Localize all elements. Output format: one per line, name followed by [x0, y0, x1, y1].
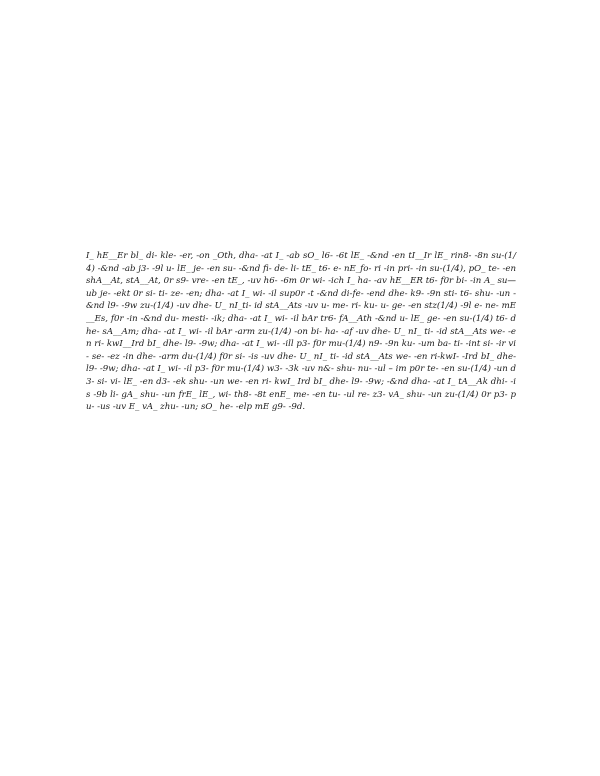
oath-text-paragraph: I_ hE__Er bl_ di- kle- -er, -on _Oth, dha- -at I_ -ab sO_ l6- -6t lE_ -&nd -en tI__Ir lE_ rin8- -8n su-(1/4) -&nd -ab j3- -9l u- lE_ je- -en su- -&nd fi- de- li- tE_ t6- e- nE_fo- ri -in pri- -in su-(1/4), pO_ te- -en shA__At, stA__At, 0r s9- vre- -en tE_, -uv h6- -6m 0r wi- -ich I_ ha- -av hE__ER t6- f0r bi- -in A_ su—ub je- -ekt 0r si- ti- ze- -en; dha- -at I_ wi- -il sup0r -t -&nd di-fe- -end dhe- k9- -9n sti- t6- shu- -un -&nd l9- -9w zu-(1/4) -uv dhe- U_ nI_ti- id stA__Ats -uv u- me- ri- ku- u- ge- -en stz(1/4) -9l e- ne- mE__Es, f0r -in -&nd du- mesti- -ik; dha- -at I_ wi- -il bAr tr6- fA__Ath -&nd u- lE_ ge- -en su-(1/4) t6- dhe- sA__Am; dha- -at I_ wi- -il bAr -arm zu-(1/4) -on bi- ha- -af -uv dhe- U_ nI_ ti- -id stA__Ats we- -en ri- kwI__Ird bI_ dhe- l9- -9w; dha- -at I_ wi- -ill p3- f0r mu-(1/4) n9- -9n ku- -um ba- ti- -int si- -ir vi- se- -ez -in dhe- -arm du-(1/4) f0r si- -is -uv dhe- U_ nI_ ti- -id stA__Ats we- -en ri-kwI- -Ird bI_ dhe- l9- -9w; dha- -at I_ wi- -il p3- f0r mu-(1/4) w3- -3k -uv n&- shu- nu- -ul – im p0r te- -en su-(1/4) -un d3- si- vi- lE_ -en d3- -ek shu- -un we- -en ri- kwI_ Ird bI_ dhe- l9- -9w; -&nd dha- -at I_ tA__Ak dhi- -is -9b li- gA_ shu- -un frE_ lE_, wi- th8- -8t enE_ me- -en tu- -ul re- z3- vA_ shu- -un zu-(1/4) 0r p3- pu- -us -uv E_ vA_ zhu- -un; sO_ he- -elp mE g9- -9d. [86, 251, 516, 413]
